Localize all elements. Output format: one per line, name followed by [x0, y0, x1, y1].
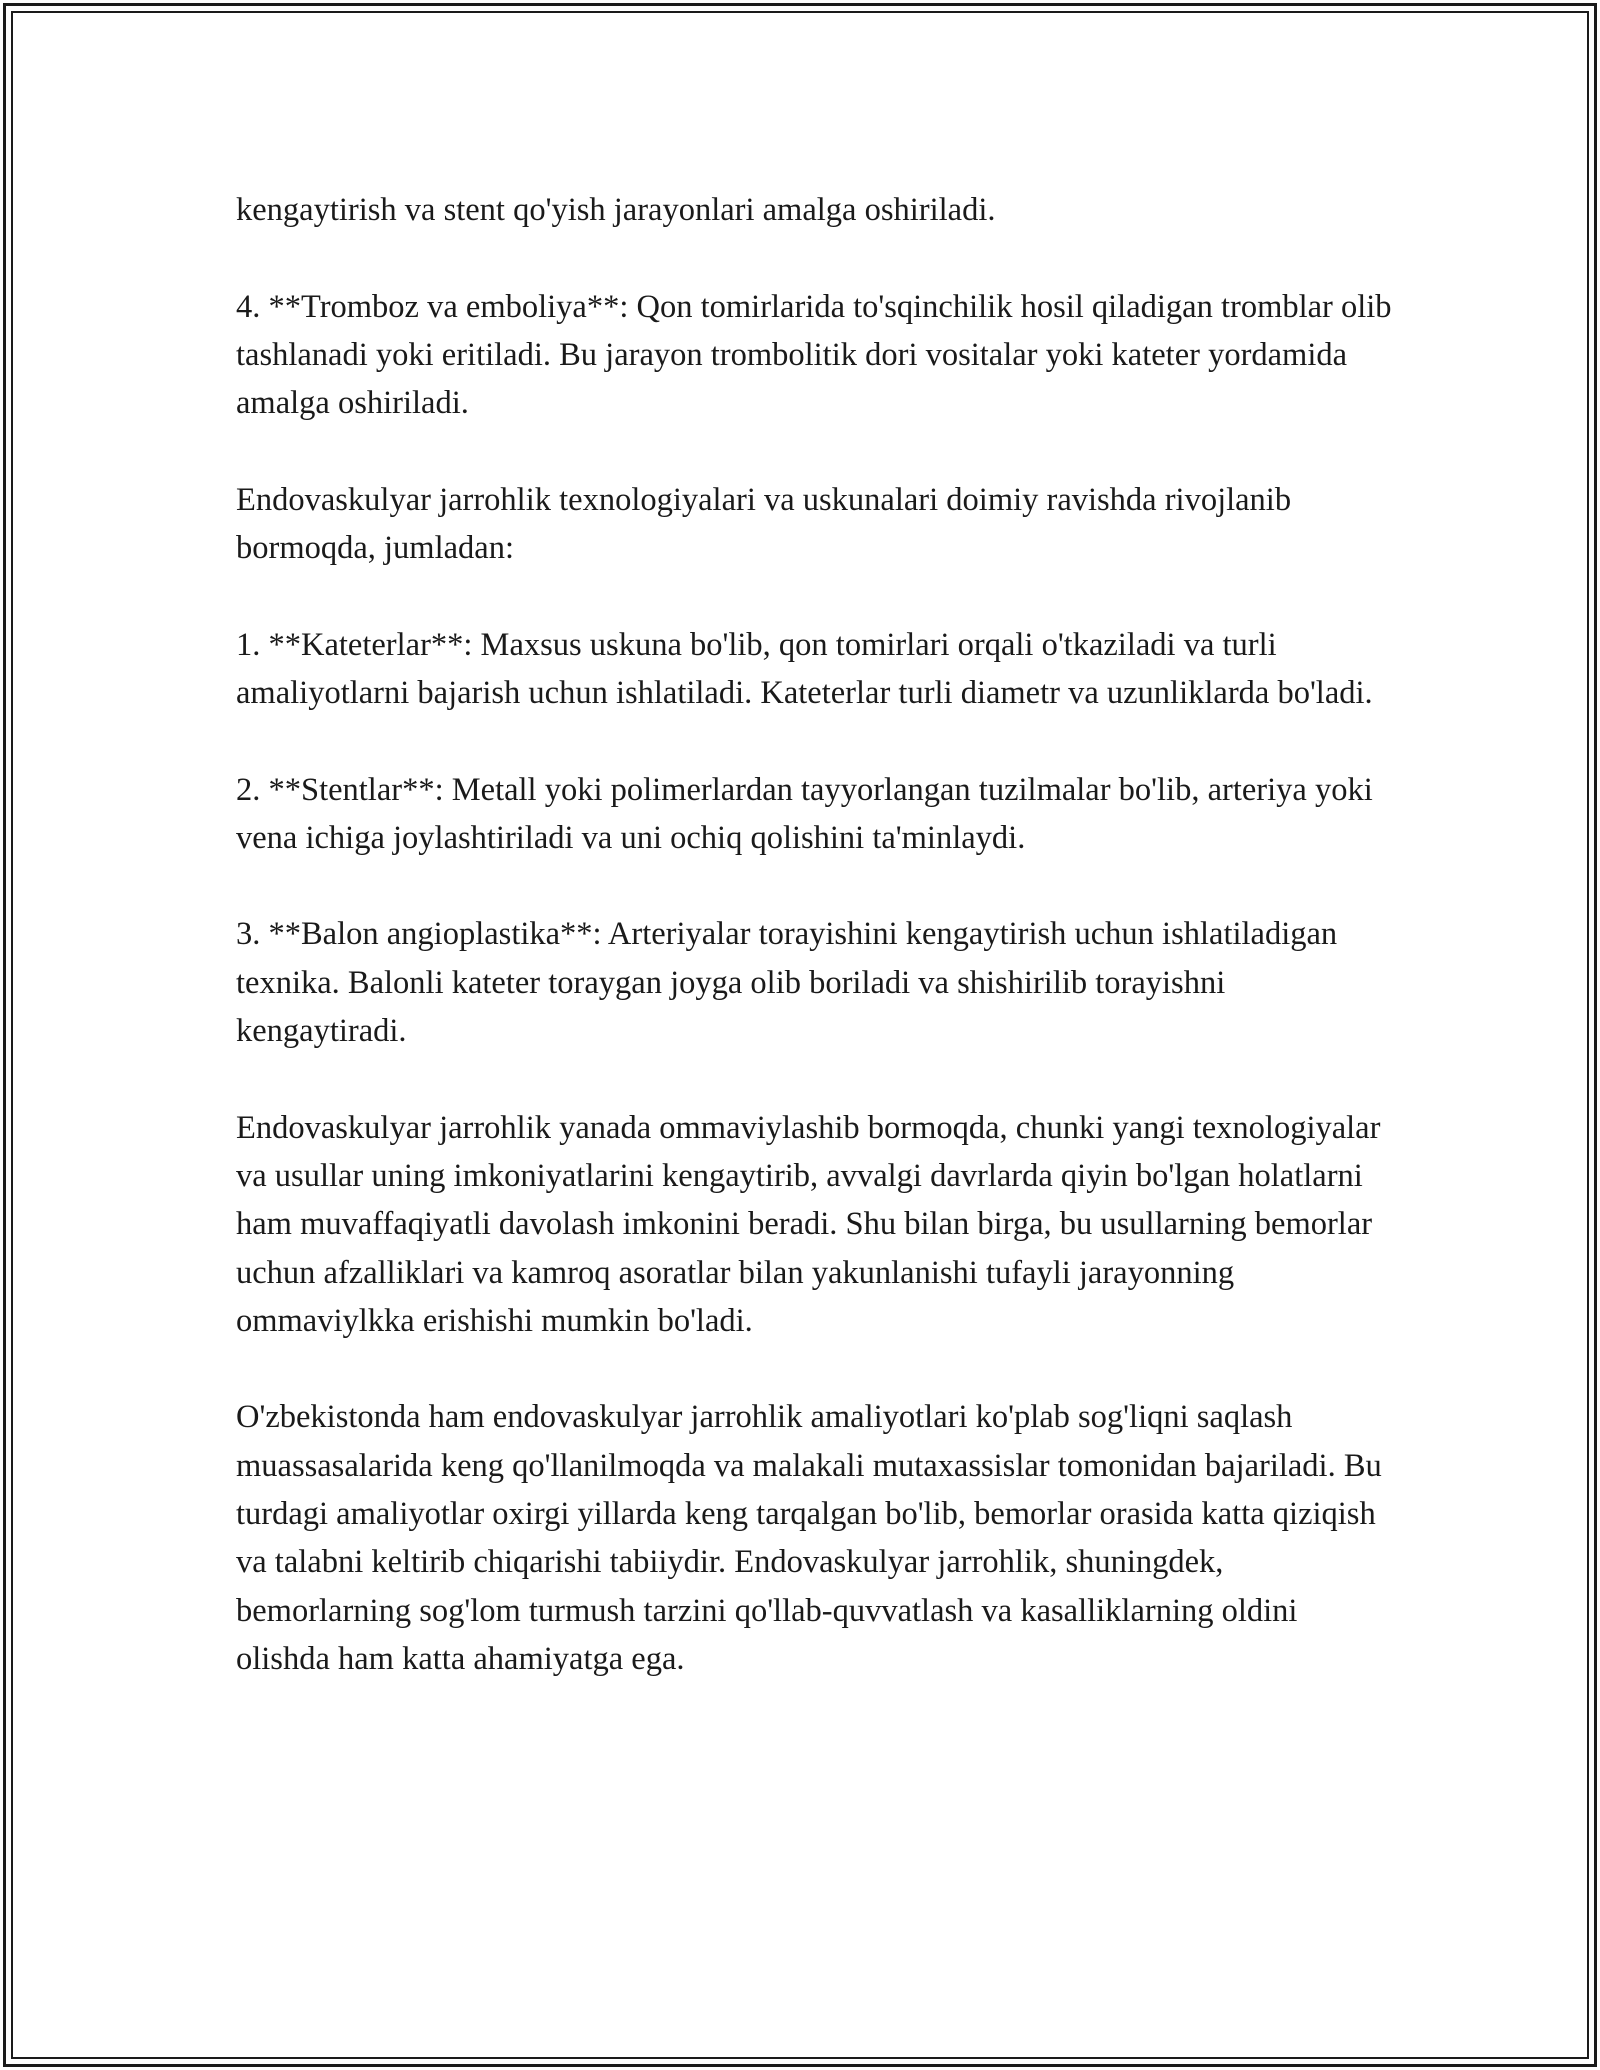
paragraph-kateterlar: 1. **Kateterlar**: Maxsus uskuna bo'lib, qon tomirlari orqali o'tkaziladi va turli amaliyotlarni bajarish uchun ishlatiladi. Kateterlar turli diametr va uzunliklarda bo'ladi.	[236, 626, 1373, 711]
document-body	[236, 186, 1396, 1683]
paragraph-popularity: Endovaskulyar jarrohlik yanada ommaviylashib bormoqda, chunki yangi texnologiyalar va usullar uning imkoniyatlarini kengaytirib, avvalgi davrlarda qiyin bo'lgan holatlarni ham muvaffaqiyatli davolash imkonini beradi. Shu bilan birga, bu usullarning bemorlar uchun afzalliklari va kamroq asoratlar bilan yakunlanishi tufayli jarayonning ommaviylkka erishishi mumkin bo'ladi.	[236, 1109, 1381, 1339]
paragraph-uzbekistan: O'zbekistonda ham endovaskulyar jarrohlik amaliyotlari ko'plab sog'liqni saqlash muassasalarida keng qo'llanilmoqda va malakali mutaxassislar tomonidan bajariladi. Bu turdagi amaliyotlar oxirgi yillarda keng tarqalgan bo'lib, bemorlar orasida katta qiziqish va talabni keltirib chiqarishi tabiiydir. Endovaskulyar jarrohlik, shuningdek, bemorlarning sog'lom turmush tarzini qo'llab-quvvatlash va kasalliklarning oldini olishda ham katta ahamiyatga ega.	[236, 1399, 1382, 1677]
paragraph-tromboz-emboliya: 4. **Tromboz va emboliya**: Qon tomirlarida to'sqinchilik hosil qiladigan tromblar olib tashlanadi yoki eritiladi. Bu jarayon trombolitik dori vositalar yoki kateter yordamida amalga oshiriladi.	[236, 288, 1392, 422]
paragraph-balon-angioplastika: 3. **Balon angioplastika**: Arteriyalar torayishini kengaytirish uchun ishlatiladigan texnika. Balonli kateter toraygan joyga olib boriladi va shishirilib torayishni kengaytiradi.	[236, 916, 1338, 1050]
paragraph-stentlar: 2. **Stentlar**: Metall yoki polimerlardan tayyorlangan tuzilmalar bo'lib, arteriya yoki vena ichiga joylashtiriladi va uni ochiq qolishini ta'minlaydi.	[236, 771, 1373, 856]
paragraph-continuation: kengaytirish va stent qo'yish jarayonlari amalga oshiriladi.	[236, 192, 996, 228]
paragraph-technologies-intro: Endovaskulyar jarrohlik texnologiyalari va uskunalari doimiy ravishda rivojlanib bormoqda, jumladan:	[236, 481, 1292, 567]
